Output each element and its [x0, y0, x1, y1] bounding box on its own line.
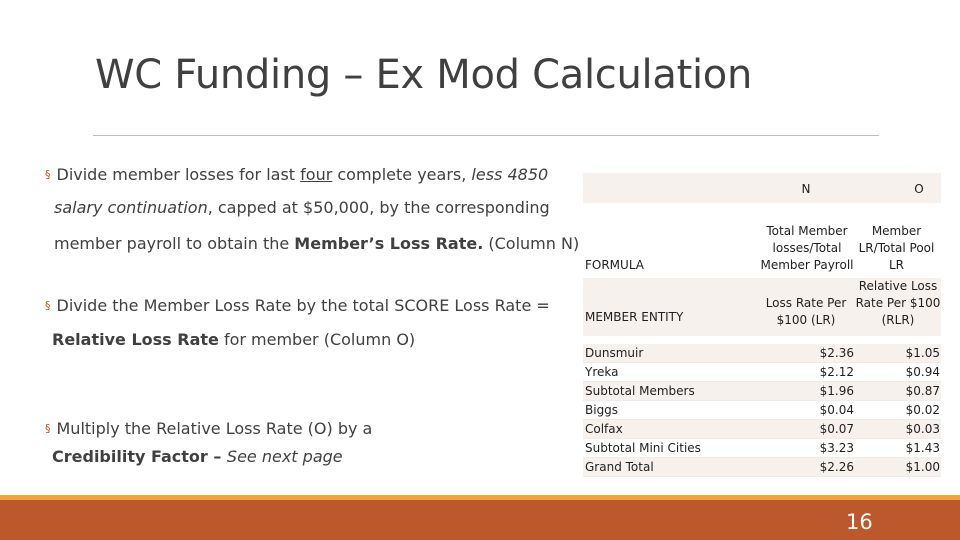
entity-name: Yreka [585, 365, 619, 379]
relative-loss-rate-value: $0.02 [905, 403, 940, 417]
cell-text: Member Payroll [760, 258, 854, 272]
cell-text: Total Member [766, 224, 848, 238]
entity-row [583, 278, 941, 336]
entity-label: MEMBER ENTITY [585, 310, 684, 324]
loss-rate-value: $0.07 [819, 422, 854, 436]
bullet-italic-text: salary continuation [54, 198, 208, 217]
formula-row [583, 206, 941, 276]
cell-text: Relative Loss [858, 279, 938, 293]
bullet-bold-text: Member’s Loss Rate. [294, 234, 484, 253]
bullet-italic-text: less 4850 [471, 165, 549, 184]
bullet-text: (Column N) [483, 234, 580, 253]
table-header-row [583, 173, 941, 203]
loss-rate-value: $0.04 [819, 403, 854, 417]
bullet-line [45, 419, 372, 438]
table-row [583, 401, 941, 420]
title-divider [93, 135, 879, 136]
bullet-text: Multiply the Relative Loss Rate (O) by a [56, 419, 373, 438]
relative-loss-rate-value: $0.87 [905, 384, 940, 398]
cell-text: LR [888, 258, 905, 272]
bullet-text: complete years, [332, 165, 472, 184]
bullet-line [52, 447, 343, 466]
bullet-text: member payroll to obtain the [54, 234, 295, 253]
loss-rate-value: $3.23 [819, 441, 854, 455]
cell-text: Rate Per $100 [855, 296, 941, 310]
table-row [583, 439, 941, 458]
entity-name: Subtotal Members [585, 384, 695, 398]
bullet-text: , capped at $50,000, by the corresponding [207, 198, 550, 217]
bullet-text: Divide the Member Loss Rate by the total SCORE Loss Rate = [56, 296, 550, 315]
entity-name: Grand Total [585, 460, 654, 474]
relative-loss-rate-value: $1.43 [905, 441, 940, 455]
column-header-n: N [801, 182, 811, 196]
cell-text: LR/Total Pool [858, 241, 935, 255]
bullet-text: for member (Column O) [218, 330, 416, 349]
ex-mod-table [583, 171, 941, 474]
bullet-underlined-text: four [300, 165, 333, 184]
relative-loss-rate-value: $0.94 [905, 365, 940, 379]
entity-n-cell [761, 295, 851, 329]
table-row [583, 382, 941, 401]
relative-loss-rate-value: $0.03 [905, 422, 940, 436]
formula-label: FORMULA [585, 258, 644, 272]
formula-n-cell [757, 223, 857, 274]
table-row [583, 344, 941, 363]
bullet-marker-icon: § [45, 168, 51, 181]
column-header-o: O [914, 182, 924, 196]
slide-title: WC Funding – Ex Mod Calculation [95, 52, 752, 98]
bullet-line [52, 330, 415, 349]
formula-o-cell [855, 223, 938, 274]
loss-rate-value: $2.36 [819, 346, 854, 360]
footer-bar [0, 500, 960, 540]
entity-name: Biggs [585, 403, 619, 417]
table-row [583, 363, 941, 382]
relative-loss-rate-value: $1.00 [905, 460, 940, 474]
bullet-line [45, 165, 548, 184]
bullet-bold-text: Relative Loss Rate [52, 330, 219, 349]
bullet-marker-icon: § [45, 299, 51, 312]
cell-text: Loss Rate Per [765, 296, 847, 310]
table-row [583, 458, 941, 477]
loss-rate-value: $1.96 [819, 384, 854, 398]
bullet-bold-text: Credibility Factor – [52, 447, 227, 466]
bullet-line [45, 296, 550, 315]
bullet-italic-text: See next page [226, 447, 343, 466]
bullet-text: Divide member losses for last [56, 165, 301, 184]
cell-text: $100 (LR) [776, 313, 836, 327]
cell-text: (RLR) [881, 313, 915, 327]
loss-rate-value: $2.26 [819, 460, 854, 474]
loss-rate-value: $2.12 [819, 365, 854, 379]
cell-text: losses/Total [772, 241, 842, 255]
table-body [583, 344, 941, 477]
entity-name: Dunsmuir [585, 346, 644, 360]
entity-name: Colfax [585, 422, 623, 436]
bullet-marker-icon: § [45, 422, 51, 435]
cell-text: Member [871, 224, 922, 238]
bullet-line [54, 198, 550, 217]
entity-name: Subtotal Mini Cities [585, 441, 701, 455]
table-row [583, 420, 941, 439]
bullet-line [54, 234, 579, 253]
relative-loss-rate-value: $1.05 [905, 346, 940, 360]
page-number: 16 [846, 510, 873, 534]
entity-o-cell [852, 278, 944, 329]
